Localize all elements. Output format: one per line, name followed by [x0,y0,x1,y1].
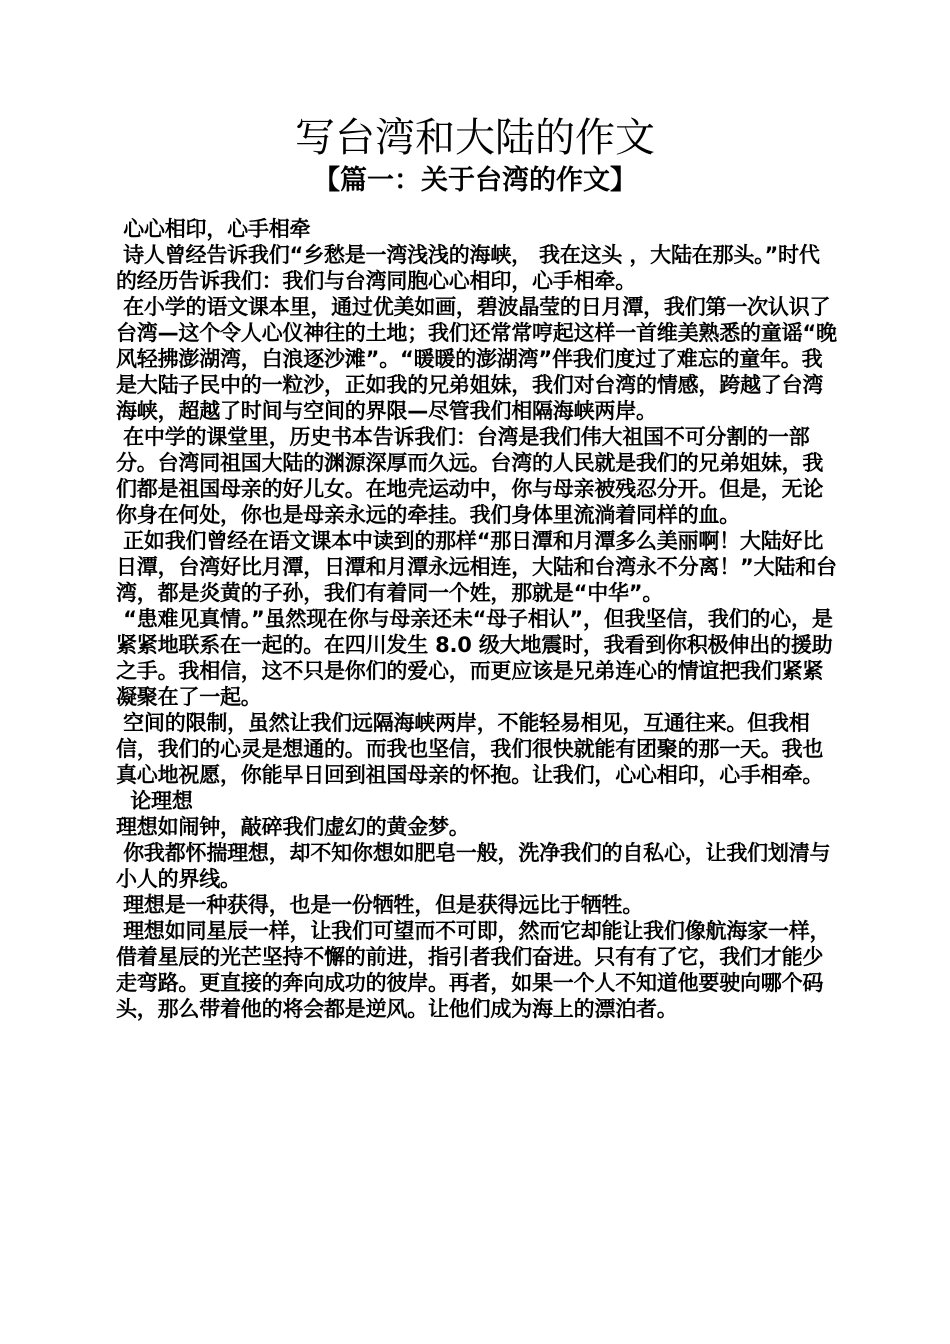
section-heading: 论理想 [116,789,193,813]
document-subtitle: 【篇一：关于台湾的作文】 [313,165,637,196]
document-title: 写台湾和大陆的作文 [295,115,655,161]
paragraph: 正如我们曾经在语文课本中读到的那样“那日潭和月潭多么美丽啊！大陆好比日潭，台湾好比月潭，日潭和月潭永远相连，大陆和台湾永不分离！”大陆和台湾，都是炎黄的子孙，我们有着同一个姓，那就是“中华”。 [116,529,837,605]
paragraph: “患难见真情。”虽然现在你与母亲还未“母子相认”，但我坚信，我们的心，是紧紧地联系在一起的。在四川发生 8.0 级大地震时，我看到你积极伸出的援助之手。我相信，这不只是你们的爱心，而更应该是兄弟连心的情谊把我们紧紧凝聚在了一起。 [116,607,833,709]
paragraph: 诗人曾经告诉我们“乡愁是一湾浅浅的海峡， 我在这头 ，大陆在那头。”时代的经历告诉我们：我们与台湾同胞心心相印，心手相牵。 [116,243,820,293]
paragraph: 理想是一种获得，也是一份牺牲，但是获得远比于牺牲。 [116,893,644,917]
paragraph: 理想如同星辰一样，让我们可望而不可即，然而它却能让我们像航海家一样，借着星辰的光芒坚持不懈的前进，指引者我们奋进。只有有了它，我们才能少走弯路。更直接的奔向成功的彼岸。再者，如果一个人不知道他要驶向哪个码头，那么带着他的将会都是逆风。让他们成为海上的漂泊者。 [116,919,831,1021]
paragraph: 理想如闹钟，敲碎我们虚幻的黄金梦。 [116,815,470,839]
paragraph: 在中学的课堂里，历史书本告诉我们：台湾是我们伟大祖国不可分割的一部分。台湾同祖国大陆的渊源深厚而久远。台湾的人民就是我们的兄弟姐妹，我们都是祖国母亲的好儿女。在地壳运动中，你与母亲被残忍分开。但是，无论你身在何处，你也是母亲永远的牵挂。我们身体里流淌着同样的血。 [116,425,824,527]
paragraph: 空间的限制，虽然让我们远隔海峡两岸，不能轻易相见，互通往来。但我相信，我们的心灵是想通的。而我也坚信，我们很快就能有团聚的那一天。我也真心地祝愿，你能早日回到祖国母亲的怀抱。让我们，心心相印，心手相牵。 [116,711,824,787]
paragraph: 你我都怀揣理想，却不知你想如肥皂一般，洗净我们的自私心，让我们划清与小人的界线。 [116,841,831,891]
document-body [116,216,840,1022]
paragraph: 在小学的语文课本里，通过优美如画，碧波晶莹的日月潭，我们第一次认识了台湾—这个令人心仪神往的土地；我们还常常哼起这样一首维美熟悉的童谣“晚风轻拂澎湖湾，白浪逐沙滩”。“暖暖的澎湖湾”伴我们度过了难忘的童年。我是大陆子民中的一粒沙，正如我的兄弟姐妹，我们对台湾的情感，跨越了台湾海峡，超越了时间与空间的界限—尽管我们相隔海峡两岸。 [116,295,837,423]
paragraph-heading: 心心相印，心手相牵 [116,217,311,241]
